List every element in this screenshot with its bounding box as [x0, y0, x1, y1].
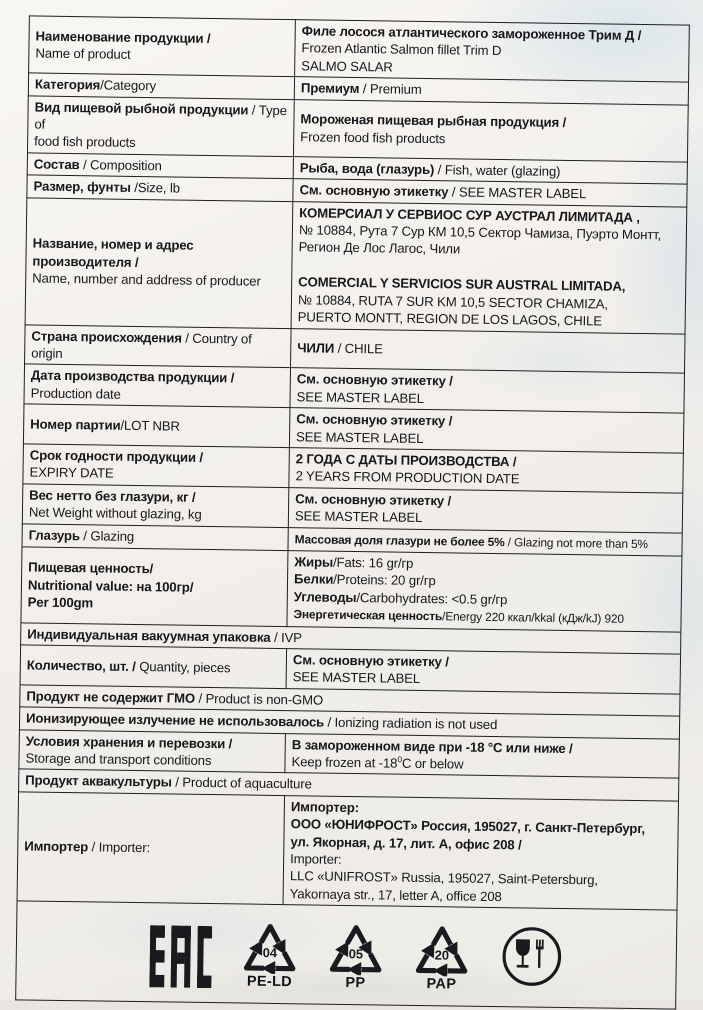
text-line: Дата производства продукции / — [30, 367, 235, 386]
text-line: Наименование продукции / — [35, 28, 211, 46]
text-line: 2 ГОДА С ДАТЫ ПРОИЗВОДСТВА / — [295, 451, 517, 470]
marks-row-body — [16, 901, 677, 1009]
text-line: Frozen food fish products — [300, 128, 446, 146]
text-line: В замороженном виде при -18 °C или ниже / — [291, 736, 573, 756]
text-line: Yakornaya str., 17, letter A, office 208 — [289, 886, 502, 904]
recycling-material-label: PP — [345, 975, 366, 992]
text-line: food fish products — [34, 133, 136, 151]
recycling-mark-pe-ld — [241, 922, 298, 992]
certification-marks — [16, 902, 676, 1009]
field-label-cell — [25, 324, 292, 368]
field-label-cell — [25, 198, 293, 329]
text-line: № 10884, RUTA 7 SUR KM 10,5 SECTOR CHAMIZA, — [297, 291, 608, 312]
table-row — [17, 792, 678, 911]
text-line: Номер партии/LOT NBR — [30, 416, 180, 434]
field-label-cell — [27, 96, 294, 157]
text-line: См. основную этикетку / — [296, 411, 453, 429]
text-line: № 10884, Рута 7 Сур КМ 10,5 Сектор Чамиза, Пуэрто Монтт, — [298, 222, 662, 243]
text-line: Name, number and address of producer — [32, 270, 261, 289]
text-line: ул. Якорная, д. 17, лит. А, офис 208 / — [290, 833, 522, 853]
recycling-mark-pap — [413, 924, 470, 994]
text-line: Энергетическая ценность/Energy 220 ккал/kkal (кДж/kJ) 920 — [293, 607, 624, 626]
text-line: Продукт аквакультуры / Product of aquaculture — [25, 772, 312, 792]
text-line: Рыба, вода (глазурь) / Fish, water (glazing) — [299, 160, 561, 179]
text-line: Состав / Composition — [33, 156, 162, 174]
marks-cell — [16, 901, 677, 1009]
marks-row — [16, 901, 677, 1009]
text-line: Импортер: — [290, 799, 360, 815]
text-line: SALMO SALAR — [301, 58, 393, 75]
text-line: COMERCIAL Y SERVICIOS SUR AUSTRAL LIMITADA, — [298, 274, 626, 295]
text-line: См. основную этикетку / — [296, 371, 453, 389]
text-line: Вид пищевой рыбной продукции / Type of — [34, 99, 287, 132]
field-value-cell — [289, 408, 684, 453]
field-value-cell — [286, 649, 681, 694]
field-value-cell — [291, 201, 687, 333]
text-line: Импортер / Importer: — [24, 838, 151, 856]
text-line: Мороженая пищевая рыбная продукция / — [300, 111, 567, 131]
text-line: Продукт не содержит ГМО / Product is non-GMO — [26, 688, 324, 708]
text-line: Индивидуальная вакуумная упаковка / IVP — [27, 626, 303, 645]
text-line: Филе лосося атлантического замороженное Трим Д / — [301, 23, 642, 43]
text-line: Регион Де Лос Лагос, Чили — [298, 239, 461, 257]
field-label-cell — [23, 444, 290, 488]
field-value-cell — [288, 487, 683, 532]
text-line: Вес нетто без глазури, кг / — [29, 487, 196, 505]
text-line: 2 YEARS FROM PRODUCTION DATE — [295, 468, 520, 487]
recycling-triangle-icon — [414, 924, 471, 977]
recycling-mark-pp — [327, 923, 384, 993]
text-line: Жиры/Fats: 16 gr/гр — [294, 554, 414, 571]
field-label-cell — [22, 484, 289, 528]
field-value-cell — [291, 328, 686, 373]
text-line: Storage and transport conditions — [25, 750, 212, 769]
field-value-cell — [293, 99, 688, 162]
text-line: EXPIRY DATE — [29, 464, 114, 482]
text-line: PUERTO MONTT, REGION DE LOS LAGOS, CHILE — [297, 309, 603, 329]
text-line: ЧИЛИ / CHILE — [297, 340, 383, 357]
field-label-cell — [29, 16, 296, 77]
text-line: Белки/Proteins: 20 gr/гр — [293, 571, 436, 589]
text-line: Nutritional value: на 100гр/ — [27, 577, 194, 595]
text-line: См. основную этикетку / — [292, 652, 449, 670]
text-line: См. основную этикетку / SEE MASTER LABEL — [299, 182, 587, 202]
field-label-cell — [24, 364, 291, 408]
text-line: Условия хранения и перевозки / — [25, 733, 233, 751]
field-value-cell — [285, 733, 680, 778]
text-line: SEE MASTER LABEL — [294, 508, 423, 526]
table-row — [27, 96, 688, 162]
text-line: SEE MASTER LABEL — [295, 428, 424, 446]
text-line: Премиум / Premium — [300, 80, 422, 98]
text-line: Категория/Category — [34, 76, 157, 94]
eac-mark-icon — [149, 925, 212, 988]
text-line: LLC «UNIFROST» Russia, 195027, Saint-Petersburg, — [289, 868, 598, 888]
food-safe-glass-fork-icon — [499, 924, 564, 989]
text-line: Глазурь / Glazing — [28, 527, 135, 545]
text-line: Размер, фунты /Size, lb — [33, 178, 180, 196]
field-label-cell — [21, 547, 288, 626]
field-label-cell — [19, 729, 286, 773]
recycling-code: 20 — [434, 947, 450, 963]
text-line: Frozen Atlantic Salmon fillet Trim D — [301, 40, 502, 59]
text-line: Production date — [30, 385, 121, 402]
text-line: Net Weight without glazing, kg — [28, 504, 202, 523]
field-value-cell — [295, 20, 690, 83]
text-line: КОМЕРСИАЛ У СЕРВИОС СУР АУСТРАЛ ЛИМИТАДА , — [299, 204, 640, 225]
text-line: SEE MASTER LABEL — [292, 669, 421, 687]
table-row — [25, 198, 687, 334]
field-value-cell — [289, 448, 684, 493]
text-line: Per 100gm — [27, 594, 94, 611]
text-line: ООО «ЮНИФРОСТ» Россия, 195027, г. Санкт-Петербург, — [290, 816, 646, 837]
table-row — [29, 16, 690, 82]
label-table-body — [17, 16, 689, 910]
product-label-table — [15, 15, 690, 1009]
recycling-material-label: PAP — [426, 976, 457, 993]
field-value-cell — [283, 795, 678, 910]
text-line: SEE MASTER LABEL — [296, 388, 425, 406]
recycling-material-label: PE-LD — [246, 973, 293, 991]
text-line: Страна происхождения / Country of origin — [31, 328, 252, 361]
field-value-cell — [290, 368, 685, 413]
text-line: Keep frozen at $-18^0C$ or below — [291, 754, 464, 772]
recycling-code: 05 — [348, 946, 364, 962]
text-line: Название, номер и адрес производителя / — [32, 235, 194, 270]
text-line: Количество, шт. / Quantity, pieces — [26, 657, 231, 676]
table-row — [21, 547, 682, 632]
text-line: Пищевая ценность/ — [28, 559, 154, 577]
field-label-cell — [23, 404, 290, 448]
field-value-cell — [287, 551, 682, 632]
text-line: Ионизирующее излучение не использовалось / Ionizing radiation is not used — [25, 710, 498, 733]
text-line: См. основную этикетку / — [295, 490, 452, 509]
recycling-triangle-icon — [242, 922, 299, 975]
text-line: Срок годности продукции / — [29, 447, 204, 465]
label-sheet — [15, 15, 690, 1009]
recycling-triangle-icon — [328, 923, 385, 976]
field-label-cell — [20, 645, 287, 689]
text-line: Name of product — [35, 45, 131, 62]
recycling-code: 04 — [262, 945, 278, 961]
field-label-cell — [17, 792, 285, 905]
text-line: Углеводы/Carbohydrates: <0.5 gr/гр — [293, 588, 508, 607]
text-line: Массовая доля глазури не более 5% / Glazing not more than 5% — [294, 531, 649, 551]
text-line: Importer: — [290, 851, 342, 867]
